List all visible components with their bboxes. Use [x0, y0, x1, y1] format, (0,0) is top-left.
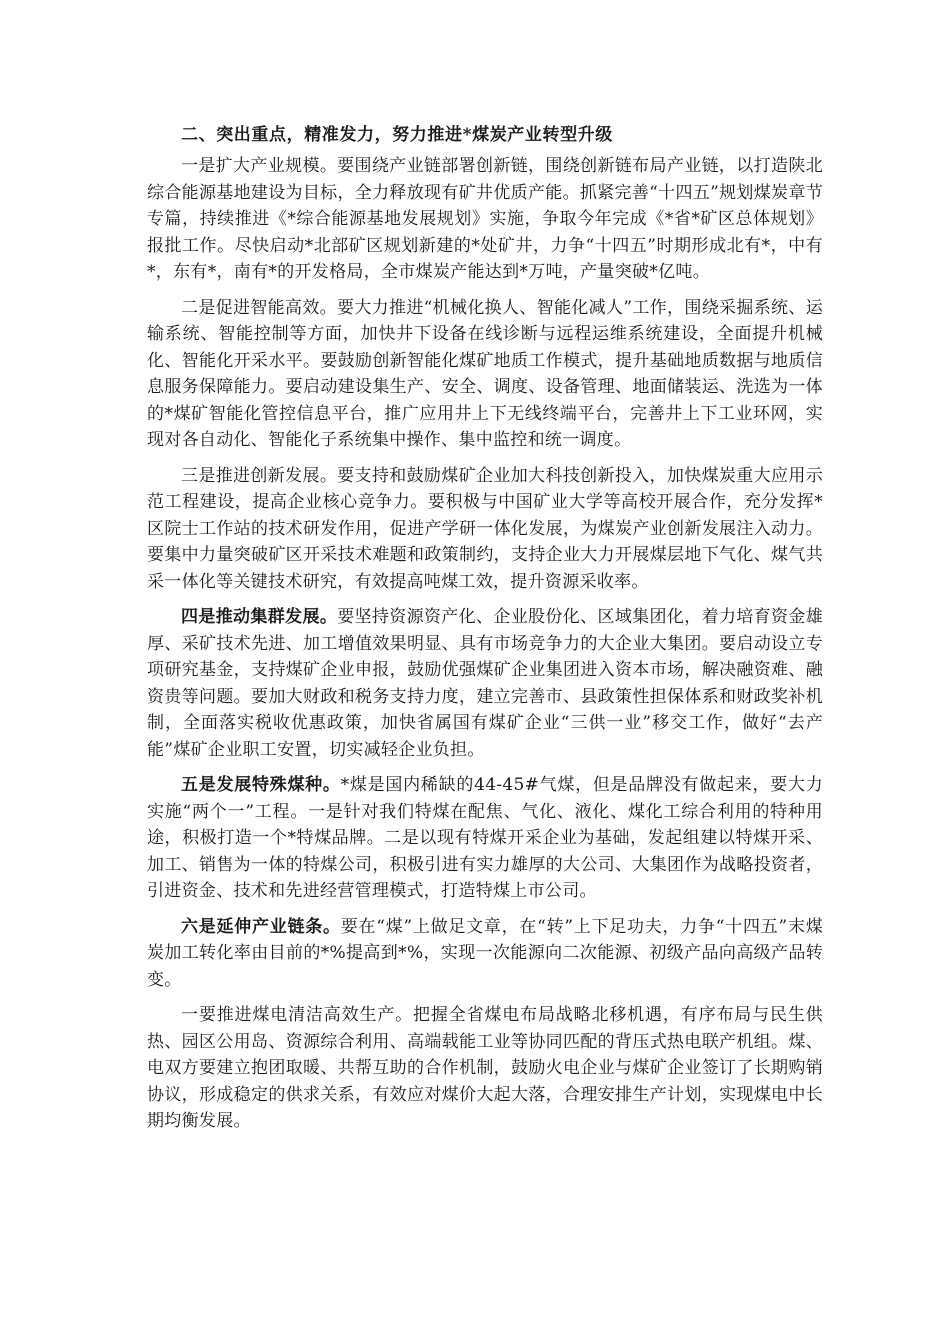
- paragraph-1-text: 一是扩大产业规模。要围绕产业链部署创新链，围绕创新链布局产业链，以打造陕北综合能源基地建设为目标，全力释放现有矿井优质产能。抓紧完善“十四五”规划煤炭章节专篇，持续推进《*综合能源基地发展规划》实施，争取今年完成《*省*矿区总体规划》报批工作。尽快启动*北部矿区规划新建的*处矿井，力争“十四五”时期形成北有*，中有*，东有*，南有*的开发格局，全市煤炭产能达到*万吨，产量突破*亿吨。: [147, 156, 823, 282]
- paragraph-4-text: 要坚持资源资产化、企业股份化、区域集团化，着力培育资金雄厚、采矿技术先进、加工增值效果明显、具有市场竞争力的大企业大集团。要启动设立专项研究基金，支持煤矿企业申报，鼓励优强煤矿企业集团进入资本市场，解决融资难、融资贵等问题。要加大财政和税务支持力度，建立完善市、县政策性担保体系和财政奖补机制，全面落实税收优惠政策，加快省属国有煤矿企业“三供一业”移交工作，做好“去产能”煤矿企业职工安置，切实减轻企业负担。: [147, 607, 824, 760]
- paragraph-3: [147, 463, 823, 596]
- paragraph-6-text: 要在“煤”上做足文章，在“转”上下足功夫，力争“十四五”末煤炭加工转化率由目前的*%提高到*%，实现一次能源向二次能源、初级产品向高级产品转变。: [147, 916, 823, 990]
- section-heading: 二、突出重点，精准发力，努力推进*煤炭产业转型升级: [181, 125, 613, 145]
- paragraph-3-text: 三是推进创新发展。要支持和鼓励煤矿企业加大科技创新投入，加快煤炭重大应用示范工程建设，提高企业核心竞争力。要积极与中国矿业大学等高校开展合作，充分发挥*区院士工作站的技术研发作用，促进产学研一体化发展，为煤炭产业创新发展注入动力。要集中力量突破矿区开采技术难题和政策制约，支持企业大力开展煤层地下气化、煤气共采一体化等关键技术研究，有效提高吨煤工效，提升资源采收率。: [147, 465, 823, 592]
- paragraph-4-lead: 四是推动集群发展。: [181, 607, 338, 627]
- paragraph-6: [147, 914, 823, 994]
- paragraph-5-lead: 五是发展特殊煤种。: [181, 775, 341, 795]
- paragraph-2: [147, 295, 823, 454]
- paragraph-4: [147, 604, 823, 763]
- paragraph-7-text: 一要推进煤电清洁高效生产。把握全省煤电布局战略北移机遇，有序布局与民生供热、园区公用岛、资源综合利用、高端载能工业等协同匹配的背压式热电联产机组。煤、电双方要建立抱团取暖、共帮互助的合作机制，鼓励火电企业与煤矿企业签订了长期购销协议，形成稳定的供求关系，有效应对煤价大起大落，合理安排生产计划，实现煤电中长期均衡发展。: [147, 1005, 823, 1131]
- paragraph-1: [147, 153, 823, 286]
- paragraph-5-text: *煤是国内稀缺的44-45#气煤，但是品牌没有做起来，要大力实施“两个一”工程。一是针对我们特煤在配焦、气化、液化、煤化工综合利用的特种用途，积极打造一个*特煤品牌。二是以现有特煤开采企业为基础，发起组建以特煤开采、加工、销售为一体的特煤公司，积极引进有实力雄厚的大公司、大集团作为战略投资者，引进资金、技术和先进经营管理模式，打造特煤上市公司。: [147, 775, 823, 901]
- paragraph-6-lead: 六是延伸产业链条。: [181, 916, 341, 937]
- document-page: [147, 118, 823, 1144]
- paragraph-5: [147, 772, 823, 905]
- paragraph-2-text: 二是促进智能高效。要大力推进“机械化换人、智能化减人”工作，围绕采掘系统、运输系统、智能控制等方面，加快井下设备在线诊断与远程运维系统建设，全面提升机械化、智能化开采水平。要鼓励创新智能化煤矿地质工作模式，提升基础地质数据与地质信息服务保障能力。要启动建设集生产、安全、调度、设备管理、地面储装运、洗选为一体的*煤矿智能化管控信息平台，推广应用井上下无线终端平台，完善井上下工业环网，实现对各自动化、智能化子系统集中操作、集中监控和统一调度。: [147, 297, 823, 450]
- paragraph-7: [147, 1002, 823, 1135]
